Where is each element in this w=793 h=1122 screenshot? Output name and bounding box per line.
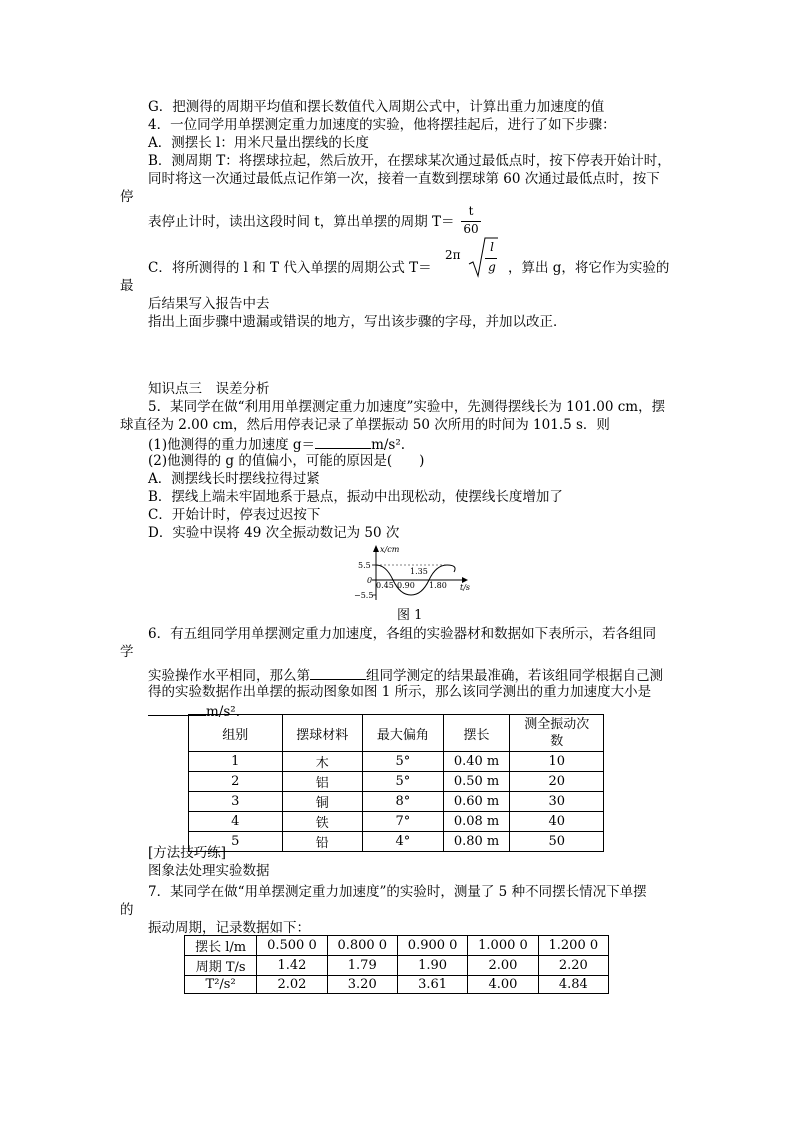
table-cell: 5 bbox=[189, 832, 283, 852]
q6-text-a: 实验操作水平相同，那么第 bbox=[148, 668, 310, 684]
step-c-line3: 后结果写入报告中去 bbox=[148, 296, 270, 312]
table-cell: 8° bbox=[363, 792, 444, 812]
table-cell: 20 bbox=[510, 772, 604, 792]
x-axis-arrow-icon bbox=[373, 545, 379, 552]
table-cell: 0.60 m bbox=[443, 792, 510, 812]
t2-label: 0.90 bbox=[397, 581, 415, 590]
table-cell: 2.20 bbox=[538, 956, 608, 976]
step-c-line2: 最 bbox=[120, 278, 134, 294]
question-6-line1: 6．有五组同学用单摆测定重力加速度，各组的实验器材和数据如下表所示，若各组同 bbox=[148, 626, 657, 642]
question-6-line3 bbox=[148, 665, 663, 685]
table-cell: 0.08 m bbox=[443, 812, 510, 832]
period-table bbox=[184, 935, 609, 994]
answer-blank-g[interactable] bbox=[315, 434, 371, 449]
table-cell: 50 bbox=[510, 832, 604, 852]
sqrt-numerator: l bbox=[490, 240, 494, 254]
table-cell: 4.00 bbox=[468, 976, 538, 994]
fraction-numerator: t bbox=[468, 204, 474, 218]
table-cell: 4 bbox=[189, 812, 283, 832]
table-row bbox=[185, 936, 609, 956]
table-cell: 1.000 0 bbox=[468, 936, 538, 956]
subheading: 图象法处理实验数据 bbox=[148, 863, 270, 879]
table-cell: 0.40 m bbox=[443, 752, 510, 772]
table-row bbox=[189, 752, 604, 772]
table-cell: 3 bbox=[189, 792, 283, 812]
two-pi: 2π bbox=[445, 248, 461, 262]
table-cell: 5° bbox=[363, 752, 444, 772]
row-label-cell: 周期 T/s bbox=[185, 956, 257, 976]
figure-caption: 图 1 bbox=[397, 608, 423, 623]
table-row bbox=[189, 792, 604, 812]
table-cell: 4° bbox=[363, 832, 444, 852]
table-cell: 铁 bbox=[282, 812, 363, 832]
y-axis-label: x/cm bbox=[380, 545, 400, 554]
question-7-line2: 的 bbox=[120, 902, 134, 918]
q6-text-b: 组同学测定的结果最准确，若该组同学根据自己测 bbox=[366, 668, 663, 684]
table-cell: 1.90 bbox=[397, 956, 467, 976]
question-7-line3: 振动周期，记录数据如下： bbox=[148, 920, 310, 936]
sqrt-denominator: g bbox=[488, 260, 496, 274]
fraction-denominator: 60 bbox=[463, 222, 479, 236]
table-cell: 木 bbox=[282, 752, 363, 772]
table-cell: 2.02 bbox=[257, 976, 327, 994]
question-4: 4．一位同学用单摆测定重力加速度的实验，他将摆挂起后，进行了如下步骤： bbox=[148, 117, 616, 133]
step-b-line3: 停 bbox=[120, 189, 134, 205]
step-c-line1-end: ，算出 g，将它作为实验的 bbox=[508, 260, 670, 276]
header-group: 组别 bbox=[189, 715, 283, 752]
origin-label: 0 bbox=[367, 576, 373, 585]
question-4-prompt: 指出上面步骤中遗漏或错误的地方，写出该步骤的字母，并加以改正． bbox=[148, 314, 567, 330]
oscillation-graph bbox=[340, 544, 480, 602]
question-5-line2: 球直径为 2.00 cm，然后用停表记录了单摆振动 50 次所用的时间为 101.5 s．则 bbox=[120, 417, 610, 433]
step-b-line2: 同时将这一次通过最低点记作第一次，接着一直数到摆球第 60 次通过最低点时，按下 bbox=[148, 171, 660, 187]
table-cell: 1.200 0 bbox=[538, 936, 608, 956]
header-oscillations: 测全振动次 数 bbox=[510, 715, 604, 752]
table-cell: 铝 bbox=[282, 772, 363, 792]
part1-unit: m/s² bbox=[371, 437, 401, 453]
y-min-label: −5.5 bbox=[354, 591, 374, 600]
t4-label: 1.80 bbox=[429, 581, 447, 590]
table-cell: 3.20 bbox=[327, 976, 397, 994]
option-b: B．摆线上端未牢固地系于悬点，振动中出现松动，使摆线长度增加了 bbox=[148, 489, 563, 505]
question-6-line4: 得的实验数据作出单摆的振动图象如图 1 所示，那么该同学测出的重力加速度大小是 bbox=[148, 684, 652, 700]
section-heading: 知识点三 误差分析 bbox=[148, 381, 270, 397]
option-a: A．测摆线长时摆线拉得过紧 bbox=[148, 471, 320, 487]
table-cell: 2 bbox=[189, 772, 283, 792]
table-cell: 铜 bbox=[282, 792, 363, 812]
header-length: 摆长 bbox=[443, 715, 510, 752]
option-c: C．开始计时，停表过迟按下 bbox=[148, 507, 321, 523]
table-row bbox=[189, 772, 604, 792]
y-max-label: 5.5 bbox=[358, 561, 371, 570]
table-cell: 1.79 bbox=[327, 956, 397, 976]
step-b-line1: B．测周期 T：将摆球拉起，然后放开，在摆球某次通过最低点时，按下停表开始计时， bbox=[148, 153, 671, 169]
q6-unit: m/s² bbox=[206, 704, 236, 720]
sqrt-fraction-bar bbox=[485, 258, 497, 259]
question-6-line5: m/s². bbox=[148, 701, 240, 721]
table-cell: 30 bbox=[510, 792, 604, 812]
table-cell: 40 bbox=[510, 812, 604, 832]
table-cell: 10 bbox=[510, 752, 604, 772]
option-d: D．实验中误将 49 次全振动数记为 50 次 bbox=[148, 525, 400, 541]
table-cell: 铅 bbox=[282, 832, 363, 852]
header-material: 摆球材料 bbox=[282, 715, 363, 752]
table-cell: 0.900 0 bbox=[397, 936, 467, 956]
part1-text: (1)他测得的重力加速度 g＝ bbox=[148, 437, 316, 453]
answer-blank-group[interactable] bbox=[310, 665, 366, 680]
experiment-table bbox=[188, 714, 604, 852]
t3-label: 1.35 bbox=[410, 567, 428, 576]
table-cell: 0.50 m bbox=[443, 772, 510, 792]
step-a: A．测摆长 l：用米尺量出摆线的长度 bbox=[148, 135, 369, 151]
step-c-line1: C．将所测得的 l 和 T 代入单摆的周期公式 T＝ bbox=[148, 260, 432, 276]
table-cell: 1.42 bbox=[257, 956, 327, 976]
table-cell: 0.800 0 bbox=[327, 936, 397, 956]
table-row bbox=[189, 832, 604, 852]
table-cell: 2.00 bbox=[468, 956, 538, 976]
table-cell: 3.61 bbox=[397, 976, 467, 994]
t1-label: 0.45 bbox=[376, 581, 394, 590]
table-cell: 0.80 m bbox=[443, 832, 510, 852]
table-header-row bbox=[189, 715, 604, 752]
table-row bbox=[185, 956, 609, 976]
method-heading: [方法技巧练] bbox=[148, 845, 227, 861]
table-cell: 4.84 bbox=[538, 976, 608, 994]
table-cell: 7° bbox=[363, 812, 444, 832]
x-axis-label: t/s bbox=[460, 583, 471, 592]
table-cell: 1 bbox=[189, 752, 283, 772]
table-row bbox=[185, 976, 609, 994]
table-row bbox=[189, 812, 604, 832]
table-cell: 5° bbox=[363, 772, 444, 792]
row-label-cell: 摆长 l/m bbox=[185, 936, 257, 956]
question-6-line2: 学 bbox=[120, 644, 134, 660]
row-label-cell: T²/s² bbox=[185, 976, 257, 994]
step-b-line4: 表停止计时，读出这段时间 t，算出单摆的周期 T＝ bbox=[148, 214, 455, 230]
question-5-line1: 5．某同学在做“利用用单摆测定重力加速度”实验中，先测得摆线长为 101.00 cm，摆 bbox=[148, 399, 666, 415]
table-cell: 0.500 0 bbox=[257, 936, 327, 956]
question-5-part1: (1)他测得的重力加速度 g＝ m/s². bbox=[148, 434, 405, 454]
question-5-part2: (2)他测得的 g 的值偏小，可能的原因是( ) bbox=[148, 453, 425, 469]
step-g: G．把测得的周期平均值和摆长数值代入周期公式中，计算出重力加速度的值 bbox=[148, 99, 605, 115]
header-angle: 最大偏角 bbox=[363, 715, 444, 752]
question-7-line1: 7．某同学在做“用单摆测定重力加速度”的实验时，测量了 5 种不同摆长情况下单摆 bbox=[148, 884, 647, 900]
